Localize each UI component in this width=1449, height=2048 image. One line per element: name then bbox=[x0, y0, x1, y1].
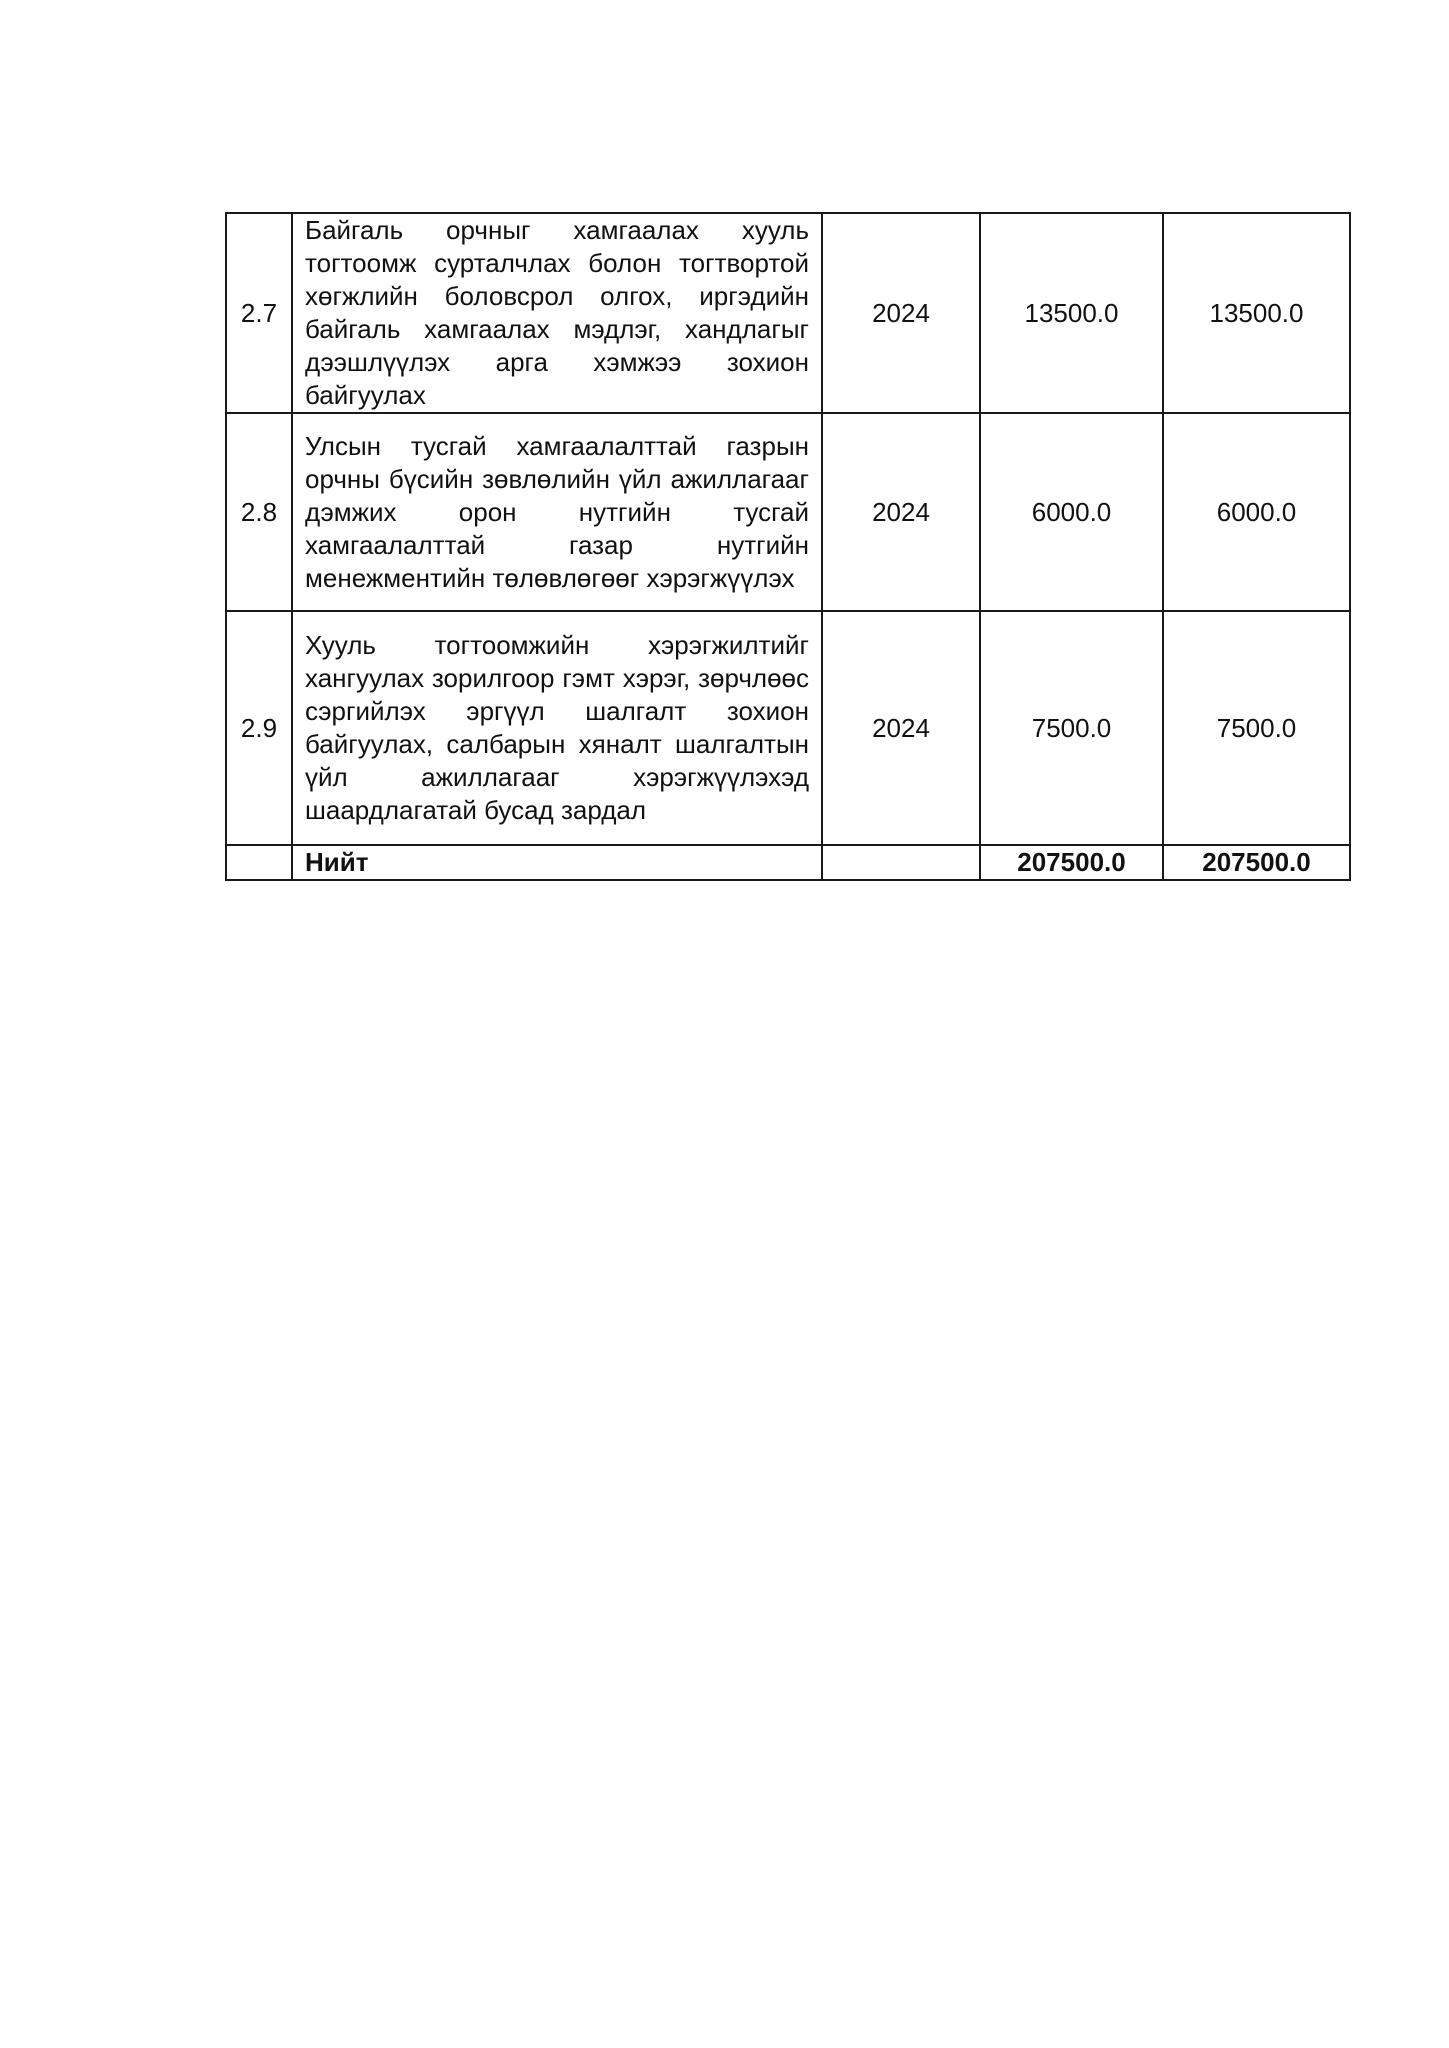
table-row bbox=[226, 213, 1350, 413]
row-description: Улсын тусгай хамгаалалттай газрын орчны бүсийн зөвлөлийн үйл ажиллагааг дэмжих орон нутгийн тусгай хамгаалалттай газар нутгийн менежментийн төлөвлөгөөг хэрэгжүүлэх bbox=[292, 413, 822, 611]
table-row bbox=[226, 611, 1350, 845]
total-number bbox=[226, 845, 292, 880]
total-amount-1: 207500.0 bbox=[980, 845, 1163, 880]
row-description: Хууль тогтоомжийн хэрэгжилтийг хангуулах зорилгоор гэмт хэрэг, зөрчлөөс сэргийлэх эргүүл шалгалт зохион байгуулах, салбарын хяналт шалгалтын үйл ажиллагааг хэрэгжүүлэхэд шаардлагатай бусад зардал bbox=[292, 611, 822, 845]
row-description: Байгаль орчныг хамгаалах хууль тогтоомж сурталчлах болон тогтвортой хөгжлийн боловсрол олгох, иргэдийн байгаль хамгаалах мэдлэг, хандлагыг дээшлүүлэх арга хэмжээ зохион байгуулах bbox=[292, 213, 822, 413]
row-amount-2: 6000.0 bbox=[1163, 413, 1350, 611]
row-number: 2.7 bbox=[226, 213, 292, 413]
row-amount-1: 6000.0 bbox=[980, 413, 1163, 611]
row-amount-1: 13500.0 bbox=[980, 213, 1163, 413]
total-label: Нийт bbox=[292, 845, 822, 880]
row-amount-2: 7500.0 bbox=[1163, 611, 1350, 845]
row-amount-2: 13500.0 bbox=[1163, 213, 1350, 413]
total-amount-2: 207500.0 bbox=[1163, 845, 1350, 880]
budget-table bbox=[225, 212, 1351, 881]
row-number: 2.8 bbox=[226, 413, 292, 611]
row-year: 2024 bbox=[822, 611, 980, 845]
row-year: 2024 bbox=[822, 213, 980, 413]
row-number: 2.9 bbox=[226, 611, 292, 845]
table-row bbox=[226, 413, 1350, 611]
row-year: 2024 bbox=[822, 413, 980, 611]
row-amount-1: 7500.0 bbox=[980, 611, 1163, 845]
total-year bbox=[822, 845, 980, 880]
total-row bbox=[226, 845, 1350, 880]
